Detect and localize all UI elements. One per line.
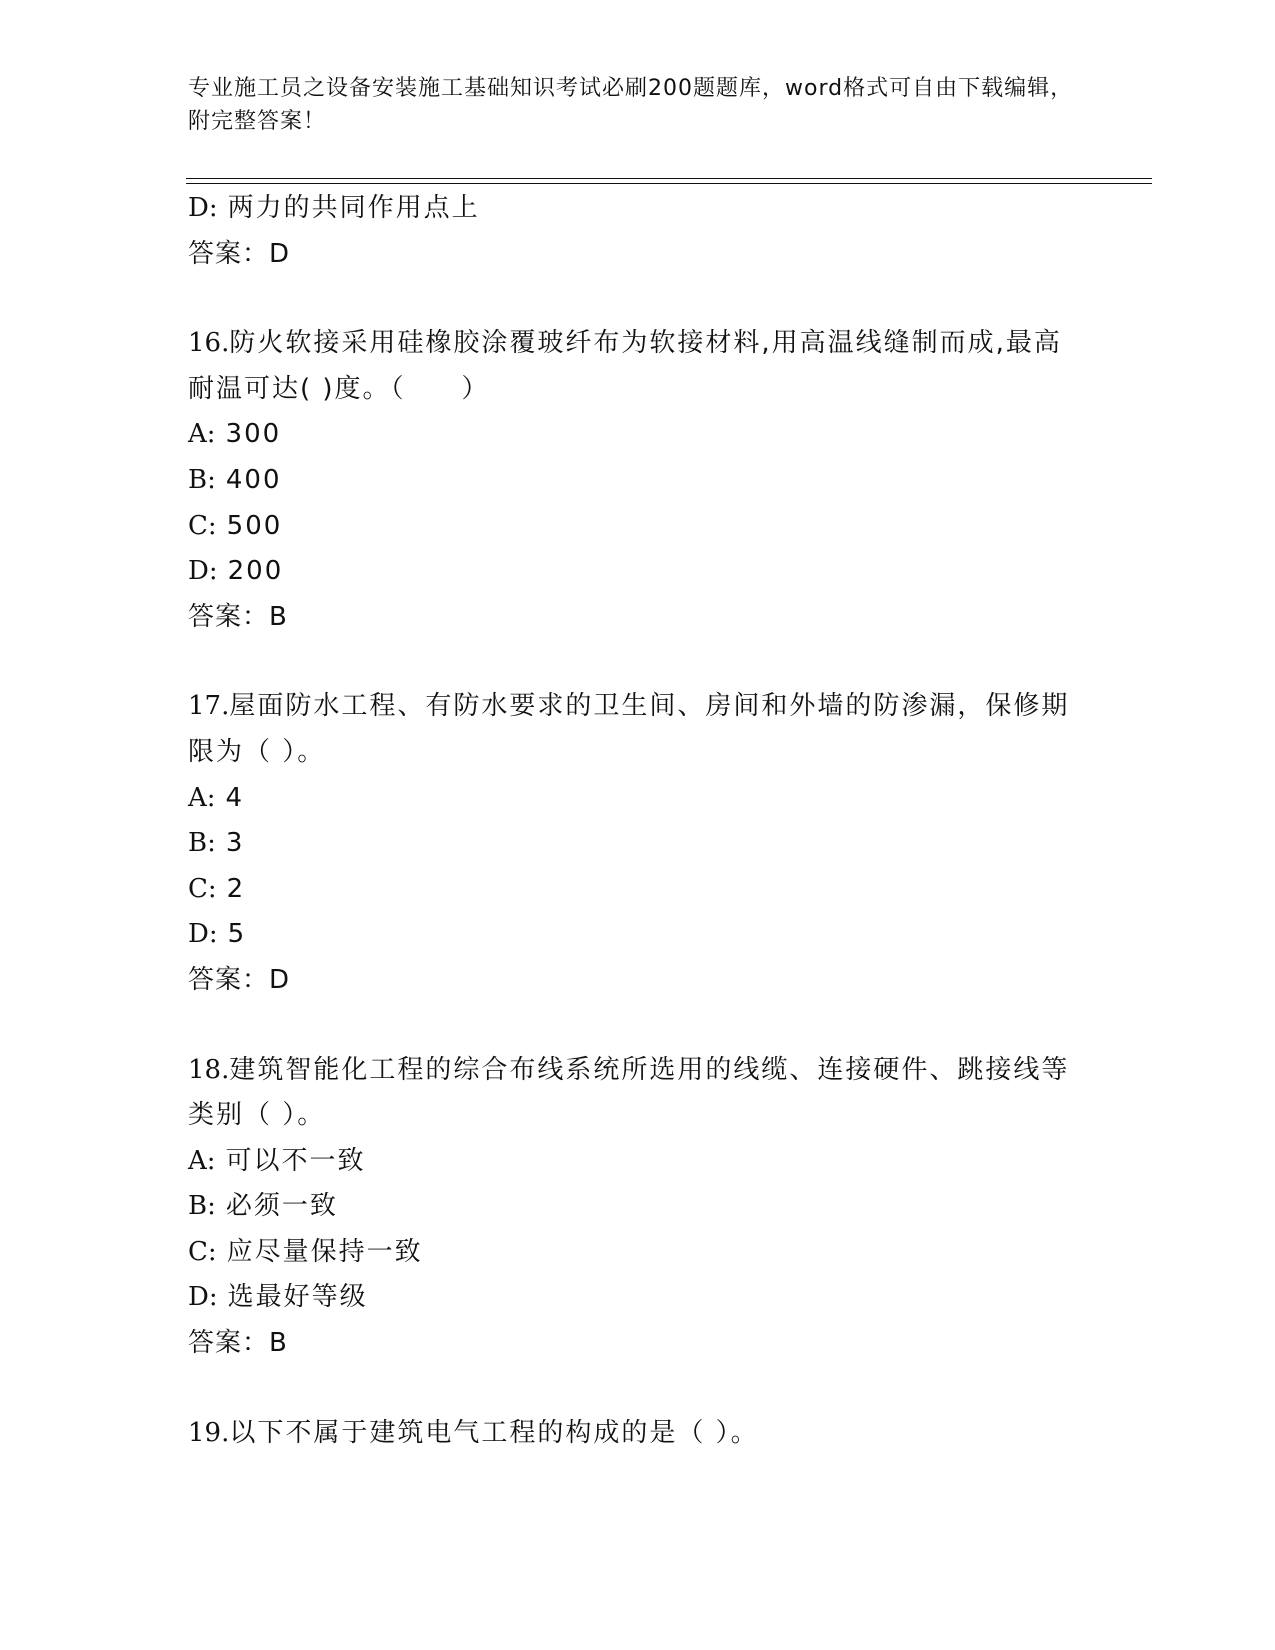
option-text: 5 [227,919,247,950]
option-b [188,1184,1088,1230]
option-d [188,1275,1088,1321]
option-a [188,412,1088,458]
question-text: 以下不属于建筑电气工程的构成的是（ ）。 [229,1417,759,1448]
option-label: C: [188,873,217,904]
option-text: 2 [226,873,246,904]
document-body [188,186,1088,1456]
question-stem [188,1411,1088,1457]
option-c [188,1230,1088,1276]
header-rule-top [186,178,1152,179]
option-a [188,776,1088,822]
option-label: C: [188,510,217,541]
question-number: 18. [188,1054,230,1085]
option-text: 500 [226,510,283,541]
option-label: A: [188,419,216,450]
option-text: 两力的共同作用点上 [227,193,480,223]
spacer [188,640,1088,684]
option-text: 400 [225,464,282,495]
question-number: 16. [188,328,230,359]
option-label: B: [188,828,216,859]
option-b [188,458,1088,504]
header-rule-bottom [186,183,1152,184]
option-text: 可以不一致 [225,1145,366,1176]
option-label: C: [188,1236,217,1267]
option-d [188,186,1088,232]
option-b [188,821,1088,867]
option-label: D: [188,919,218,950]
option-text: 4 [225,782,245,813]
option-label: B: [188,464,216,495]
question-stem [188,321,1088,412]
option-d [188,912,1088,958]
question-stem [188,1048,1088,1139]
option-text: 200 [227,556,284,587]
spacer [188,1004,1088,1048]
answer-line: 答案：B [188,1328,288,1359]
spacer [188,1367,1088,1411]
answer-line: 答案：D [188,238,291,269]
question-number: 17. [188,691,230,722]
option-text: 300 [225,419,282,450]
option-c [188,504,1088,550]
document-header: 专业施工员之设备安装施工基础知识考试必刷200题题库，word格式可自由下载编辑，附完整答案！ [188,76,1074,134]
option-d [188,549,1088,595]
option-text: 3 [225,828,245,859]
option-text: 必须一致 [225,1191,338,1222]
option-a [188,1139,1088,1185]
option-label: A: [188,1145,216,1176]
question-text: 屋面防水工程、有防水要求的卫生间、房间和外墙的防渗漏，保修期限为（ ）。 [188,691,1070,767]
option-label: D: [188,193,218,223]
option-label: D: [188,1282,218,1313]
option-text: 选最好等级 [227,1282,368,1313]
spacer [188,277,1088,321]
option-label: A: [188,782,216,813]
answer-line: 答案：B [188,601,288,632]
question-text: 建筑智能化工程的综合布线系统所选用的线缆、连接硬件、跳接线等类别（ ）。 [188,1054,1070,1131]
answer-line: 答案：D [188,964,291,995]
option-text: 应尽量保持一致 [226,1236,423,1267]
option-label: D: [188,556,218,587]
question-text: 防火软接采用硅橡胶涂覆玻纤布为软接材料,用高温线缝制而成,最高耐温可达( )度。（ ） [188,328,1062,404]
option-c [188,867,1088,913]
question-number: 19. [188,1417,230,1448]
option-label: B: [188,1191,216,1222]
question-stem [188,684,1088,775]
